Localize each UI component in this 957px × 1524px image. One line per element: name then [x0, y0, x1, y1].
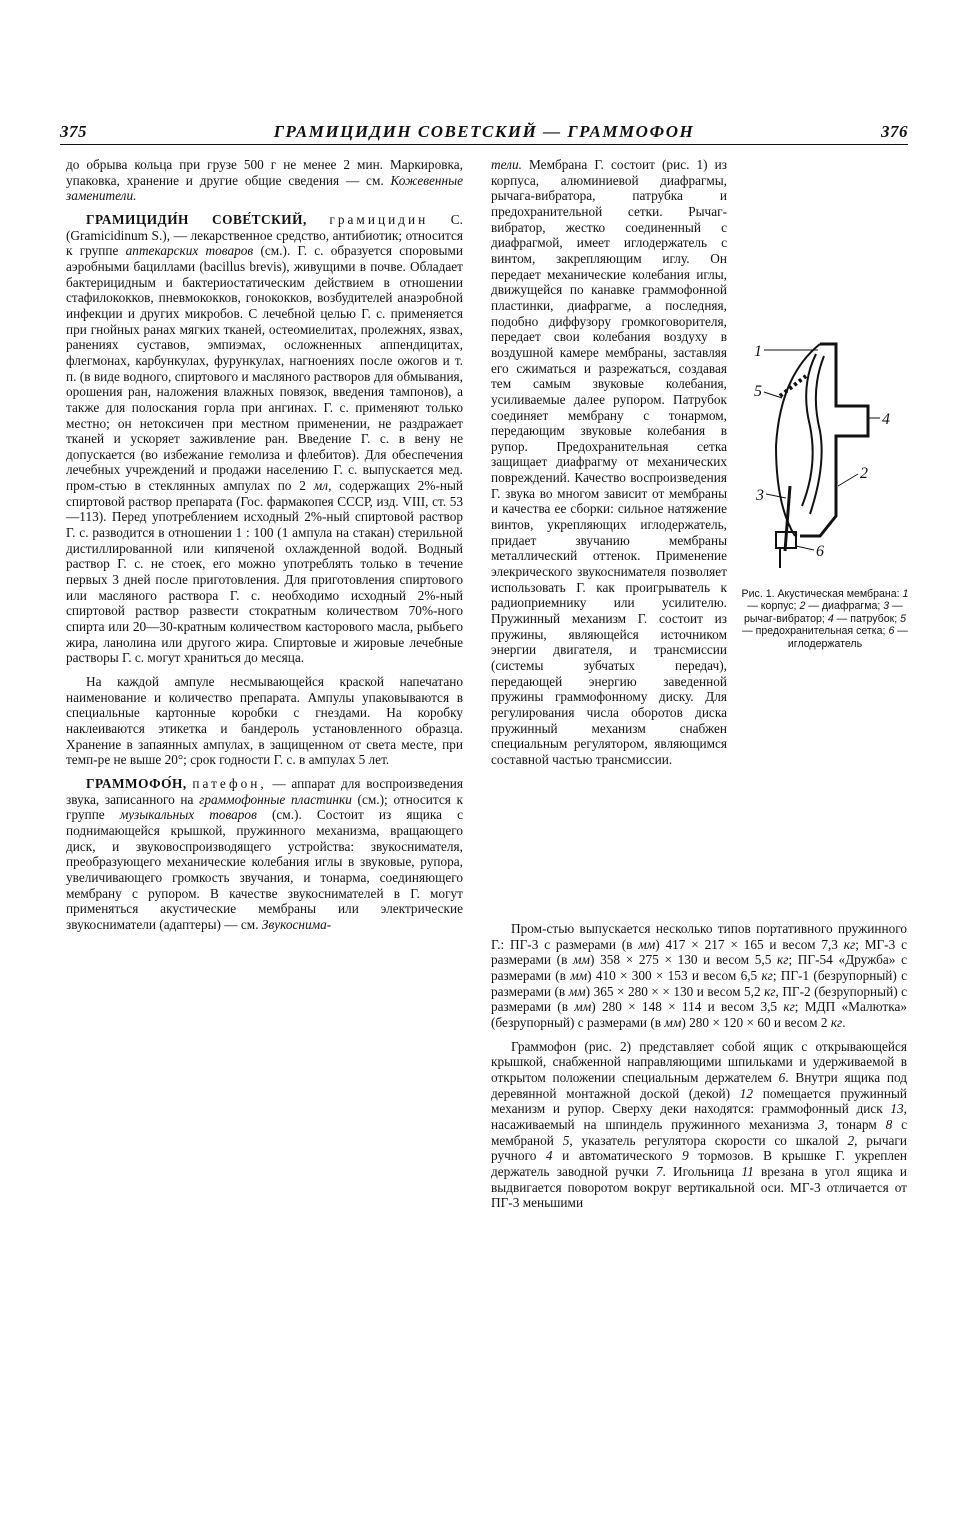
cross-reference[interactable]: тели. [491, 157, 522, 172]
paragraph-models: Пром-стью выпускается несколько типов портативного пружинного Г.: ПГ-3 с размерами (в мм) 417 × 217 × 165 и весом 7,3 кг; МГ-3 с размерами (в мм) 358 × 275 × 130 и весом 5,5 кг; ПГ-54 «Дружба» с размерами (в мм) 410 × 300 × 153 и весом 6,5 кг; ПГ-1 (безрупорный) с размерами (в мм) 365 × 280 × × 130 и весом 5,2 кг, ПГ-2 (безрупорный) с размерами (в мм) 280 × 148 × 114 и весом 3,5 кг; МДП «Малютка» (безрупорный) с размерами (в мм) 280 × 120 × 60 и весом 2 кг. [491, 921, 908, 1030]
fig-label-3: 3 [756, 487, 764, 504]
cross-reference[interactable]: музыкальных товаров [119, 807, 257, 823]
fig-label-5: 5 [754, 383, 762, 400]
fig-label-6: 6 [816, 543, 824, 560]
fig-label-2: 2 [860, 465, 868, 482]
headword-synonym: грамицидин [329, 211, 429, 227]
right-column-lower [491, 921, 907, 1219]
page-number-left: 375 [60, 122, 87, 141]
membrane-text: Мембрана Г. состоит (рис. 1) из корпуса, алюминиевой диафрагмы, рычага-вибратора, патрубка и предохранительной сетки. Рычаг-вибратор, жестко соединенный с диафрагмой, имеет иглодержатель с винтом, закрепляющим иглу. Он передает механические колебания иглы, движущейся по канавке граммофонной пластинки, диафрагме, а последняя, подобно диффузору громкоговорителя, передает свои колебания воздуху в воздушной камере мембраны, заставляя его сжиматься и разрежаться, создавая тем самым звуковые колебания, усиливаемые далее рупором. Патрубок соединяет мембрану с тонармом, передающим звуковые колебания в рупор. Предохранительная сетка защищает диафрагму от механических повреждений. Качество воспроизведения Г. звука во многом зависит от мембраны и качества ее сборки: сильное натяжение винтов, укрепляющих иглодержатель, придает звучанию мембраны металлический оттенок. Применение элекрического звукоснимателя позволяет использовать Г. как проигрыватель к радиоприемнику или усилителю. Пружинный механизм Г. состоит из пружины, являющейся источником энергии двигателя, и трансмиссии (системы зубчатых передач), передающей энергию заведенной пружины граммофонному диску. Для регулирования числа оборотов диска пружинный механизм снабжен специальным регулятором, являющимся составной частью трансмиссии. [491, 157, 727, 767]
paragraph-gramophone-structure: Граммофон (рис. 2) представляет собой ящик с открывающейся крышкой, снабженной направляющими шпильками и удерживаемой в открытом положении специальным держателем 6. Внутри ящика под деревянной монтажной доской (декой) 12 помещается пружинный механизм и рупор. Сверху деки находятся: граммофонный диск 13, насаживаемый на шпиндель пружинного механизма 3, тонарм 8 с мембраной 5, указатель регулятора скорости со шкалой 2, рычаги ручного 4 и автоматического 9 тормозов. В крышке Г. укреплен держатель заводной ручки 7. Игольница 11 врезана в угол ящика и выдвигается поворотом вокруг вертикальной оси. МГ-3 отличается от ПГ-3 меньшими [491, 1038, 907, 1211]
page-number-right: 376 [881, 122, 908, 141]
figure-1 [740, 336, 910, 650]
running-head [60, 122, 908, 145]
entry-gramicidin: ГРАМИЦИДИ́Н СОВЕ́ТСКИЙ, грамицидин С. (Gramicidinum S.), — лекарственное средство, антибиотик; относится к группе аптекарских товаров (см.). Г. с. образуется споровыми аэробными бациллами (bacillus brevis), живущими в почве. Обладает бактерицидным и бактериостатическим действием в отношении стафилококков, пневмококков, гонококков, возбудителей анаэробной инфекции и других микробов. С лечебной целью Г. с. применяется при гнойных ранах мягких тканей, остеомиелитах, пролежнях, язвах, ранениях суставов, эмпиэмах, осложненных аппендицитах, флегмонах, карбункулах, фурункулах, нагноениях после ожогов и т. п. (в виде водного, спиртового и масляного растворов для обмывания, орошения ран, наложения влажных повязок, введения тампонов), а также для полоскания горла при ангинах. Г. с. применяют только местно; он нетоксичен при местном применении, не раздражает тканей и ускоряет заживление ран. Введение Г. с. в вену не допускается (во избежание гемолиза и флебитов). Для обеспечения лечебных учреждений и продажи населению Г. с. выпускается мед. пром-стью в стеклянных ампулах по 2 мл, содержащих 2%-ный спиртовой раствор препарата (Гос. фармакопея СССР, изд. VIII, ст. 53—113). Перед употреблением исходный 2%-ный спиртовой раствор Г. с. разводится в отношении 1 : 100 (1 ампула на стакан) стерильной дистиллированной или кипяченой охлажденной водой. Водный раствор Г. с. не стоек, его можно употреблять только в течение первых 3 дней после приготовления. Для приготовления спиртового или масляного раствора Г. с. необходимо исходный 2%-ный спиртовой раствор развести стократным количеством 70%-ного спирта или 20—30-кратным количеством касторового масла, рыбьего жира, ланолина или другого жира. Спиртовые и жировые лечебные растворы Г. с. могут храниться до месяца. [66, 211, 463, 666]
cross-reference[interactable]: аптекарских товаров [125, 243, 254, 259]
cross-reference[interactable]: Звукоснима- [261, 916, 332, 932]
cross-reference[interactable]: Кожевенные заменители. [66, 172, 463, 204]
running-title: ГРАМИЦИДИН СОВЕТСКИЙ — ГРАММОФОН [273, 122, 695, 141]
paragraph-storage: На каждой ампуле несмывающейся краской напечатано наименование и количество препарата. Ампулы упаковываются в специальные картонные коробки с гнездами. На коробку наклеиваются этикетка и бандероль установленного образца. Хранение в запаянных ампулах, в защищенном от света месте, при темп-ре не выше 20°; срок годности Г. с. в ампулах 5 лет. [66, 674, 463, 768]
cross-reference[interactable]: граммофонные пластинки [199, 791, 352, 807]
left-column [66, 157, 463, 941]
headword-synonym: патефон, [192, 775, 267, 791]
fig-label-1: 1 [754, 343, 762, 360]
headword: ГРАММОФО́Н, [86, 775, 187, 791]
paragraph-continued: до обрыва кольца при грузе 500 г не менее 2 мин. Маркировка, упаковка, хранение и другие общие сведения — см. Кожевенные заменители. [66, 157, 463, 204]
entry-gramophone: ГРАММОФО́Н, патефон, — аппарат для воспроизведения звука, записанного на граммофонные пластинки (см.); относится к группе музыкальных товаров (см.). Состоит из ящика с поднимающейся крышкой, пружинного механизма, вращающего диск, и звуковоспроизводящего устройства: звукоснимателя, преобразующего механические колебания иглы в звуковые, рупора, увеличивающего громкость звучания, и тонарма, соединяющего мембрану с рупором. В качестве звукоснимателей в Г. могут применяться акустические мембраны или электрические звукосниматели (адаптеры) — см. Звукоснима- [66, 775, 464, 932]
headword: ГРАМИЦИДИ́Н СОВЕ́ТСКИЙ, [86, 211, 307, 227]
figure-caption: Рис. 1. Акустическая мембрана: 1 — корпус; 2 — диафрагма; 3 — рычаг-вибратор; 4 — патрубок; 5 — предохранительная сетка; 6 — иглодержатель [741, 588, 909, 650]
fig-label-4: 4 [882, 411, 890, 428]
membrane-diagram [740, 336, 900, 581]
